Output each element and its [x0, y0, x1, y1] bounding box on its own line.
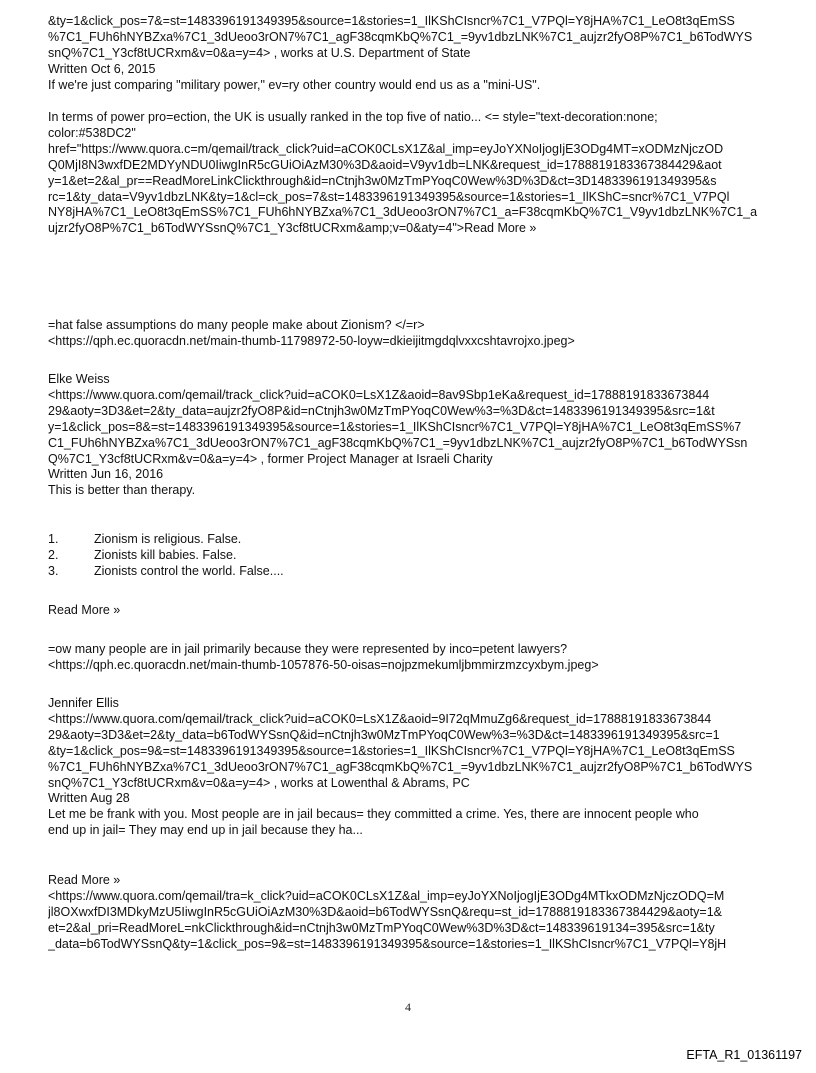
page-number: 4	[405, 1000, 411, 1014]
text-line: <https://www.quora.com/qemail/track_click?uid=aCOK0=LsX1Z&aoid=9I72qMmuZg6&request_id=17888191833673844	[48, 711, 712, 726]
thumbnail-url: <https://qph.ec.quoracdn.net/main-thumb-1057876-50-oisas=nojpzmekumljbmmirzmzcyxbym.jpeg>	[48, 657, 599, 672]
text-line: y=1&click_pos=8&=st=1483396191349395&source=1&stories=1_IlKShCIsncr%7C1_V7PQl=Y8jHA%7C1_LeO8t3qEmSS%7	[48, 419, 742, 434]
text-line: et=2&al_pri=ReadMoreL=nkClickthrough&id=nCtnjh3w0MzTmPYoqC0Wew%3D%3D&ct=148339619134=395&src=1&ty	[48, 920, 715, 935]
answer-excerpt: Let me be frank with you. Most people are in jail becaus= they committed a crime. Yes, there are innocent people who	[48, 807, 699, 822]
text-line: href="https://www.quora.c=m/qemail/track_click?uid=aCOK0CLsX1Z&al_imp=eyJoYXNoIjogIjE3ODg4MT=xODMzNjczOD	[48, 141, 724, 156]
question-jail	[48, 642, 768, 674]
text-line: If we're just comparing "military power," ev=ry other country would end us as a "mini-US".	[48, 77, 541, 92]
text-line: jl8OXwxfDI3MDkyMzU5IiwgInR5cGUiOiAzM30%3D&aoid=b6TodWYSsnQ&requ=st_id=1788819183367384429&aoty=1&	[48, 904, 722, 919]
list-item	[48, 548, 768, 564]
text-block-state-dept-answer	[48, 14, 768, 94]
list-number: 1.	[48, 532, 59, 546]
text-line: _data=b6TodWYSsnQ&ty=1&click_pos=9&=st=1483396191349395&source=1&stories=1_IlKShCIsncr%7C1_V7PQl=Y8jH	[48, 936, 727, 951]
text-line: C1_FUh6hNYBZxa%7C1_3dUeoo3rON7%7C1_agF38cqmKbQ%7C1_=9yv1dbzLNK%7C1_aujzr2fyO8P%7C1_b6TodWYSsn	[48, 435, 748, 450]
read-more-link[interactable]: Read More »	[48, 873, 121, 887]
document-id: EFTA_R1_01361197	[686, 1048, 802, 1062]
author-name: Jennifer Ellis	[48, 696, 119, 710]
question-title: =hat false assumptions do many people make about Zionism? </=r>	[48, 318, 425, 332]
question-zionism	[48, 318, 768, 350]
text-block-html-fragment	[48, 110, 768, 237]
read-more-block	[48, 603, 768, 619]
thumbnail-url: <https://qph.ec.quoracdn.net/main-thumb-11798972-50-loyw=dkieijitmgdqlvxxcshtavrojxo.jpeg>	[48, 333, 575, 348]
text-line: %7C1_FUh6hNYBZxa%7C1_3dUeoo3rON7%7C1_agF38cqmKbQ%7C1_=9yv1dbzLNK%7C1_aujzr2fyO8P%7C1_b6TodWYS	[48, 759, 753, 774]
question-title: =ow many people are in jail primarily because they were represented by inco=petent lawyers?	[48, 642, 568, 656]
answer-elke-weiss	[48, 372, 768, 499]
list-number: 2.	[48, 547, 59, 562]
text-line: Written Oct 6, 2015	[48, 61, 156, 76]
text-line: snQ%7C1_Y3cf8tUCRxm&v=0&a=y=4> , works at Lowenthal & Abrams, PC	[48, 775, 470, 790]
text-line: y=1&et=2&al_pr==ReadMoreLinkClickthrough&id=nCtnjh3w0MzTmPYoqC0Wew%3D%3D&ct=3D1483396191349395&s	[48, 173, 717, 188]
list-item	[48, 564, 768, 580]
written-date: Written Jun 16, 2016	[48, 467, 164, 482]
answer-excerpt: This is better than therapy.	[48, 483, 196, 498]
text-line: &ty=1&click_pos=9&=st=1483396191349395&source=1&stories=1_IlKShCIsncr%7C1_V7PQl=Y8jHA%7C1_LeO8t3qEmSS	[48, 743, 735, 758]
list-number: 3.	[48, 563, 59, 578]
text-line: 29&aoty=3D3&et=2&ty_data=b6TodWYSsnQ&id=nCtnjh3w0MzTmPYoqC0Wew%3=%3D&ct=1483396191349395&src=1	[48, 727, 720, 742]
text-line: Q%7C1_Y3cf8tUCRxm&v=0&a=y=4> , former Project Manager at Israeli Charity	[48, 451, 493, 466]
text-line: NY8jHA%7C1_LeO8t3qEmSS%7C1_FUh6hNYBZxa%7C1_3dUeoo3rON7%7C1_a=F38cqmKbQ%7C1_V9yv1dbzLNK%7C1_a	[48, 205, 758, 220]
text-line: &ty=1&click_pos=7&=st=1483396191349395&source=1&stories=1_IlKShCIsncr%7C1_V7PQl=Y8jHA%7C1_LeO8t3qEmSS	[48, 14, 735, 28]
text-line: ujzr2fyO8P%7C1_b6TodWYSsnQ%7C1_Y3cf8tUCRxm&amp;v=0&aty=4">Read More »	[48, 221, 537, 236]
text-line: 29&aoty=3D3&et=2&ty_data=aujzr2fyO8P&id=nCtnjh3w0MzTmPYoqC0Wew%3=%3D&ct=1483396191349395&src=1&t	[48, 403, 715, 418]
answer-jennifer-ellis	[48, 696, 768, 839]
read-more-url-block	[48, 873, 768, 953]
list-text: Zionists kill babies. False.	[94, 547, 237, 562]
text-line: snQ%7C1_Y3cf8tUCRxm&v=0&a=y=4> , works at U.S. Department of State	[48, 45, 471, 60]
list-text: Zionists control the world. False....	[94, 563, 284, 578]
text-line: <https://www.quora.com/qemail/track_click?uid=aCOK0=LsX1Z&aoid=8av9Sbp1eKa&request_id=17888191833673844	[48, 387, 710, 402]
text-line: Q0MjI8N3wxfDE2MDYyNDU0IiwgInR5cGUiOiAzM30%3D&aoid=V9yv1db=LNK&request_id=1788819183367384429&aot	[48, 157, 722, 172]
numbered-list	[48, 532, 768, 580]
answer-excerpt: end up in jail= They may end up in jail because they ha...	[48, 823, 363, 838]
list-text: Zionism is religious. False.	[94, 532, 242, 546]
text-line: <https://www.quora.com/qemail/tra=k_click?uid=aCOK0CLsX1Z&al_imp=eyJoYXNoIjogIjE3ODg4MTkxODMzNjczODQ=M	[48, 888, 725, 903]
text-line: rc=1&ty_data=V9yv1dbzLNK&ty=1&cl=ck_pos=7&st=1483396191349395&source=1&stories=1_IlKShC=sncr%7C1_V7PQl	[48, 189, 730, 204]
written-date: Written Aug 28	[48, 791, 130, 806]
read-more-link[interactable]: Read More »	[48, 603, 121, 617]
author-name: Elke Weiss	[48, 372, 110, 386]
text-line: %7C1_FUh6hNYBZxa%7C1_3dUeoo3rON7%7C1_agF38cqmKbQ%7C1_=9yv1dbzLNK%7C1_aujzr2fyO8P%7C1_b6TodWYS	[48, 29, 753, 44]
text-line: In terms of power pro=ection, the UK is usually ranked in the top five of natio... <= style="text-decoration:none;	[48, 110, 658, 124]
list-item	[48, 532, 768, 548]
text-line: color:#538DC2"	[48, 125, 136, 140]
